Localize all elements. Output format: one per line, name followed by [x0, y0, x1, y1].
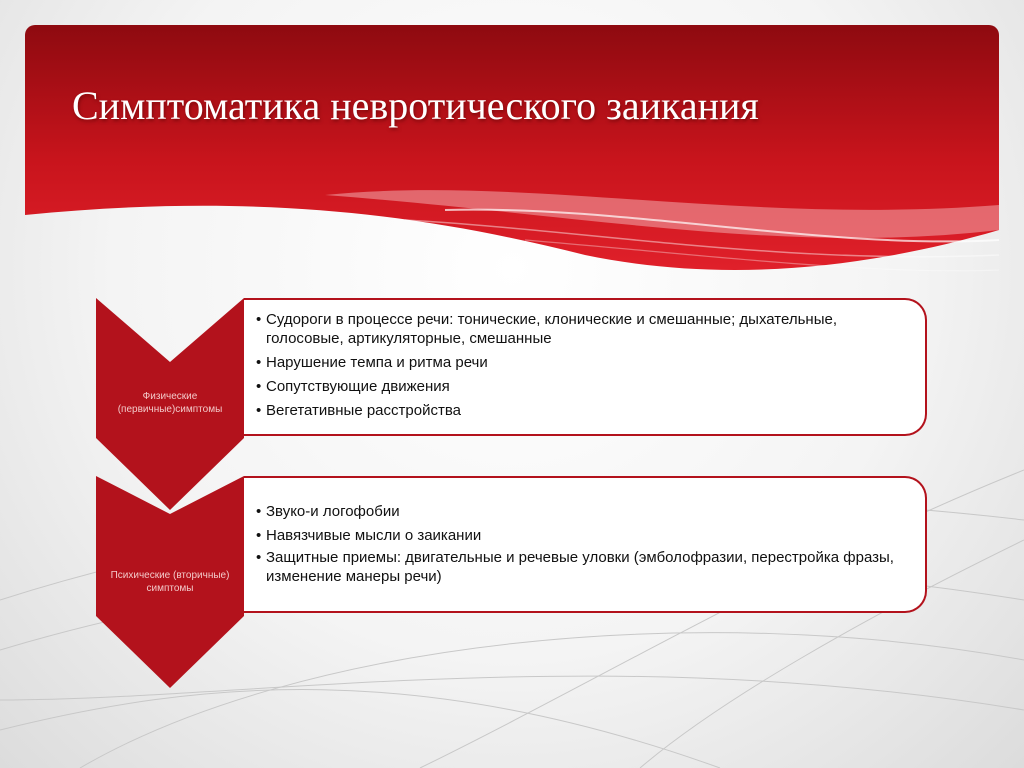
list-item: • Судороги в процессе речи: тонические, клонические и смешанные; дыхательные, голосовые, артикуляторные, смешанные — [256, 310, 916, 348]
header-banner — [25, 25, 999, 285]
list-item: • Нарушение темпа и ритма речи — [256, 351, 911, 375]
section-box-psychic — [244, 476, 927, 613]
list-item: • Сопутствующие движения — [256, 375, 911, 399]
section-label-physical: Физические (первичные)симптомы — [117, 391, 223, 415]
list-item: • Защитные приемы: двигательные и речевые уловки (эмболофразии, перестройка фразы, изменение манеры речи) — [256, 548, 916, 586]
section-label-psychic: Психические (вторичные) симптомы — [110, 570, 230, 594]
list-item: • Вегетативные расстройства — [256, 399, 911, 423]
list-item: • Звуко-и логофобии — [256, 500, 911, 524]
section-box-physical — [244, 298, 927, 436]
slide-title: Симптоматика невротического заикания — [72, 83, 759, 128]
list-item: • Навязчивые мысли о заикании — [256, 524, 911, 548]
